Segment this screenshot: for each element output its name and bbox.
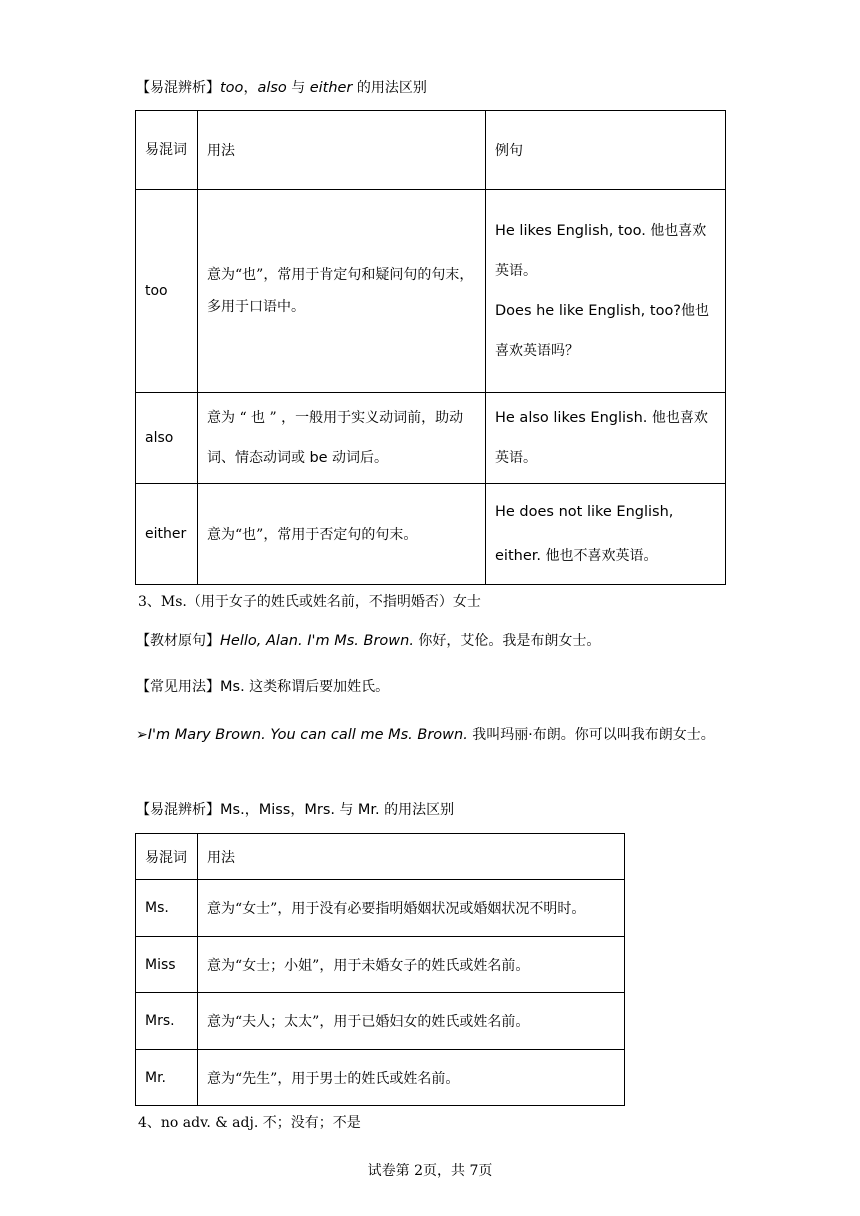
cell-example: [486, 484, 726, 585]
table-row: [136, 484, 726, 585]
cell-usage: 意为“先生”，用于男士的姓氏或姓名前。: [198, 1050, 625, 1106]
cell-word: Mr.: [136, 1050, 198, 1106]
heading-mid: 与: [286, 80, 310, 96]
heading-word: Ms.: [220, 802, 245, 818]
usage-word-be: be: [309, 450, 328, 466]
cell-word: Ms.: [136, 880, 198, 937]
cell-example: [486, 190, 726, 393]
sentence-en: Hello, Alan. I'm Ms. Brown.: [220, 633, 414, 649]
cell-word: either: [136, 484, 198, 585]
section-heading-ms-miss-mrs-mr: [136, 800, 454, 820]
heading-word-either: either: [309, 80, 353, 96]
page-footer: 试卷第 2页，共 7页: [367, 1163, 493, 1179]
example-zh: 他也喜欢英语。: [495, 410, 708, 466]
cell-usage: 意为“女士”，用于没有必要指明婚姻状况或婚姻状况不明时。: [198, 880, 625, 937]
bracket-label: 【教材原句】: [136, 633, 220, 649]
cell-usage: 意为“也”，常用于否定句的句末。: [198, 484, 486, 585]
cell-example: [486, 393, 726, 484]
cell-usage: 意为“也”，常用于肯定句和疑问句的句末，多用于口语中。: [198, 190, 486, 393]
comparison-table-too-also-either: [135, 110, 726, 585]
example-en: He also likes English.: [495, 410, 648, 426]
table-header-row: [136, 111, 726, 190]
comparison-table-titles: [135, 833, 625, 1106]
cell-usage: 意为“夫人；太太”，用于已婚妇女的姓氏或姓名前。: [198, 993, 625, 1050]
heading-sep: ，: [243, 80, 258, 96]
cell-word: Miss: [136, 937, 198, 993]
cell-usage: 意为“女士；小姐”，用于未婚女子的姓氏或姓名前。: [198, 937, 625, 993]
table-row: [136, 993, 625, 1050]
example-en: He likes English, too.: [495, 223, 646, 239]
example-en: He does not like English, either.: [495, 504, 674, 564]
header-cell-example: 例句: [486, 111, 726, 190]
example-en: I'm Mary Brown. You can call me Ms. Brown.: [147, 727, 468, 743]
table-row: [136, 937, 625, 993]
example-zh: 他也喜欢英语吗？: [495, 303, 710, 359]
usage-zh: 这类称谓后要加姓氏。: [244, 679, 390, 695]
heading-word-too: too: [220, 80, 244, 96]
example-zh: 他也不喜欢英语。: [541, 548, 658, 564]
example-sentence: [136, 716, 726, 754]
heading-mid: 与: [334, 802, 358, 818]
header-cell-usage: 用法: [198, 111, 486, 190]
heading-tail: 的用法区别: [379, 802, 455, 818]
header-cell-word: 易混词: [136, 111, 198, 190]
item-4-title: 4、no adv. & adj. 不；没有；不是: [138, 1115, 361, 1131]
table-row: [136, 393, 726, 484]
usage-text: 意为 “ 也 ” ，一般用于实义动词前，助动词、情态动词或: [207, 410, 464, 466]
cell-word: also: [136, 393, 198, 484]
bracket-label: 【常见用法】: [136, 679, 220, 695]
example-zh: 他也喜欢英语。: [495, 223, 707, 279]
cell-usage: [198, 393, 486, 484]
textbook-sentence: [136, 631, 600, 651]
cell-word: Mrs.: [136, 993, 198, 1050]
table-row: [136, 1050, 625, 1106]
table-row: [136, 880, 625, 937]
heading-sep: ，: [244, 802, 259, 818]
heading-sep: ，: [290, 802, 305, 818]
heading-word: Mr.: [357, 802, 380, 818]
example-en: Does he like English, too?: [495, 303, 682, 319]
heading-tail: 的用法区别: [352, 80, 427, 96]
sentence-zh: 你好，艾伦。我是布朗女士。: [413, 633, 601, 649]
usage-en: Ms.: [220, 679, 245, 695]
heading-bracket: 【易混辨析】: [136, 802, 220, 818]
usage-text: 动词后。: [327, 450, 389, 466]
table-header-row: [136, 834, 625, 880]
heading-bracket: 【易混辨析】: [136, 80, 220, 96]
table-row: [136, 190, 726, 393]
cell-word: too: [136, 190, 198, 393]
section-heading-too-also-either: [136, 78, 427, 98]
heading-word-also: also: [257, 80, 287, 96]
heading-word: Mrs.: [304, 802, 335, 818]
common-usage: [136, 677, 389, 697]
item-3-title: 3、Ms.（用于女子的姓氏或姓名前，不指明婚否）女士: [138, 594, 481, 610]
example-zh: 我叫玛丽·布朗。你可以叫我布朗女士。: [467, 727, 715, 743]
heading-word: Miss: [258, 802, 291, 818]
arrow-icon: ➢: [136, 727, 148, 743]
header-cell-usage: 用法: [198, 834, 625, 880]
header-cell-word: 易混词: [136, 834, 198, 880]
